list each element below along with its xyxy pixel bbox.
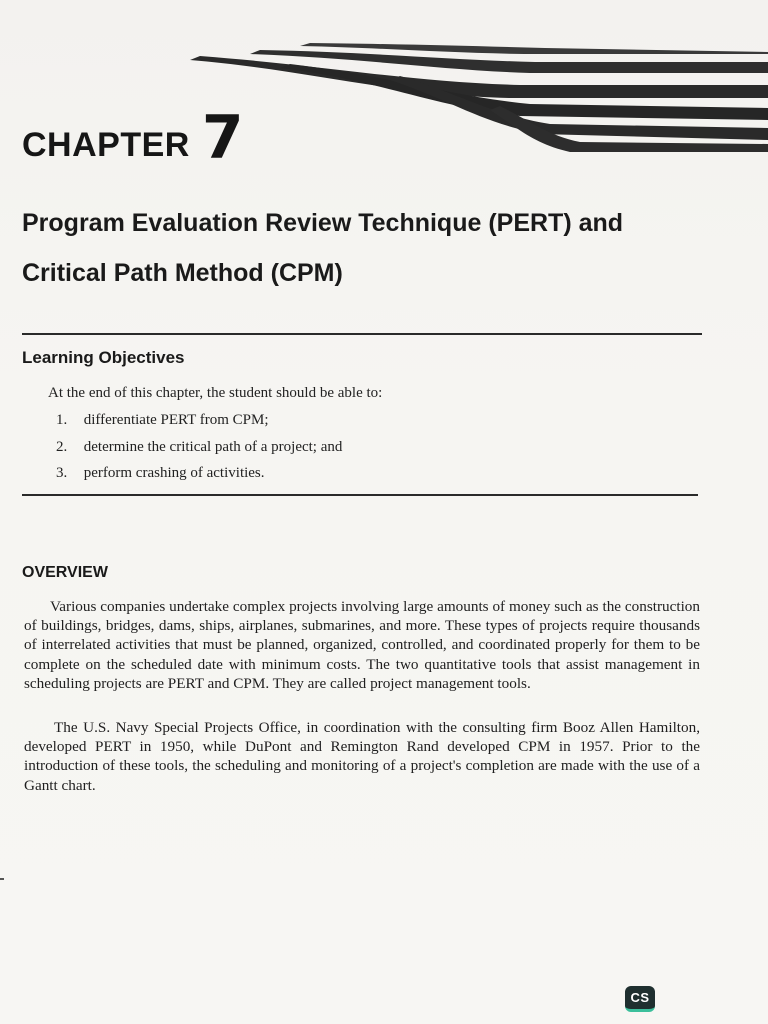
objectives-bottom-divider	[22, 494, 698, 496]
overview-paragraph: The U.S. Navy Special Projects Office, in coordination with the consulting firm Booz Allen Hamilton, developed PERT in 1950, while DuPont and Remington Rand developed CPM in 1957. Prior to the introduction of these tools, the scheduling and monitoring of a project's completion are made with the use of a Gantt chart.	[24, 719, 700, 794]
objective-item	[56, 463, 342, 490]
chapter-title	[22, 198, 682, 298]
decorative-wave-stripes	[190, 40, 768, 173]
chapter-title-line-2: Critical Path Method (CPM)	[22, 259, 343, 287]
overview-heading: OVERVIEW	[22, 564, 108, 581]
chapter-number: 7	[201, 103, 244, 173]
objective-number: 1.	[56, 412, 68, 428]
objectives-top-divider	[22, 333, 702, 335]
learning-objectives-heading: Learning Objectives	[22, 348, 185, 367]
objective-text: determine the critical path of a project; and	[83, 438, 343, 455]
scan-edge-mark	[0, 878, 4, 880]
overview-paragraph: Various companies undertake complex projects involving large amounts of money such as the construction of buildings, bridges, dams, ships, airplanes, submarines, and more. These types of projects require thousands of interrelated activities that must be planned, organized, controlled, and coordinated properly for them to be complete on the scheduled date with minimum costs. The two quantitative tools that assist management in scheduling projects are PERT and CPM. They are called project management tools.	[24, 598, 700, 692]
objective-text: differentiate PERT from CPM;	[83, 412, 269, 428]
camscanner-logo-icon	[625, 986, 655, 1012]
objective-text: perform crashing of activities.	[83, 465, 265, 481]
learning-objectives-intro: At the end of this chapter, the student should be able to:	[48, 385, 383, 401]
scanner-badge-text: CS	[630, 990, 650, 1005]
objective-number: 2.	[56, 438, 68, 455]
objective-item	[56, 410, 342, 437]
learning-objectives-list	[56, 410, 342, 490]
chapter-heading	[22, 103, 244, 173]
objective-item	[56, 437, 342, 464]
chapter-label: CHAPTER	[22, 126, 190, 164]
objective-number: 3.	[56, 465, 68, 481]
chapter-title-line-1: Program Evaluation Review Technique (PERT) and	[22, 209, 624, 237]
